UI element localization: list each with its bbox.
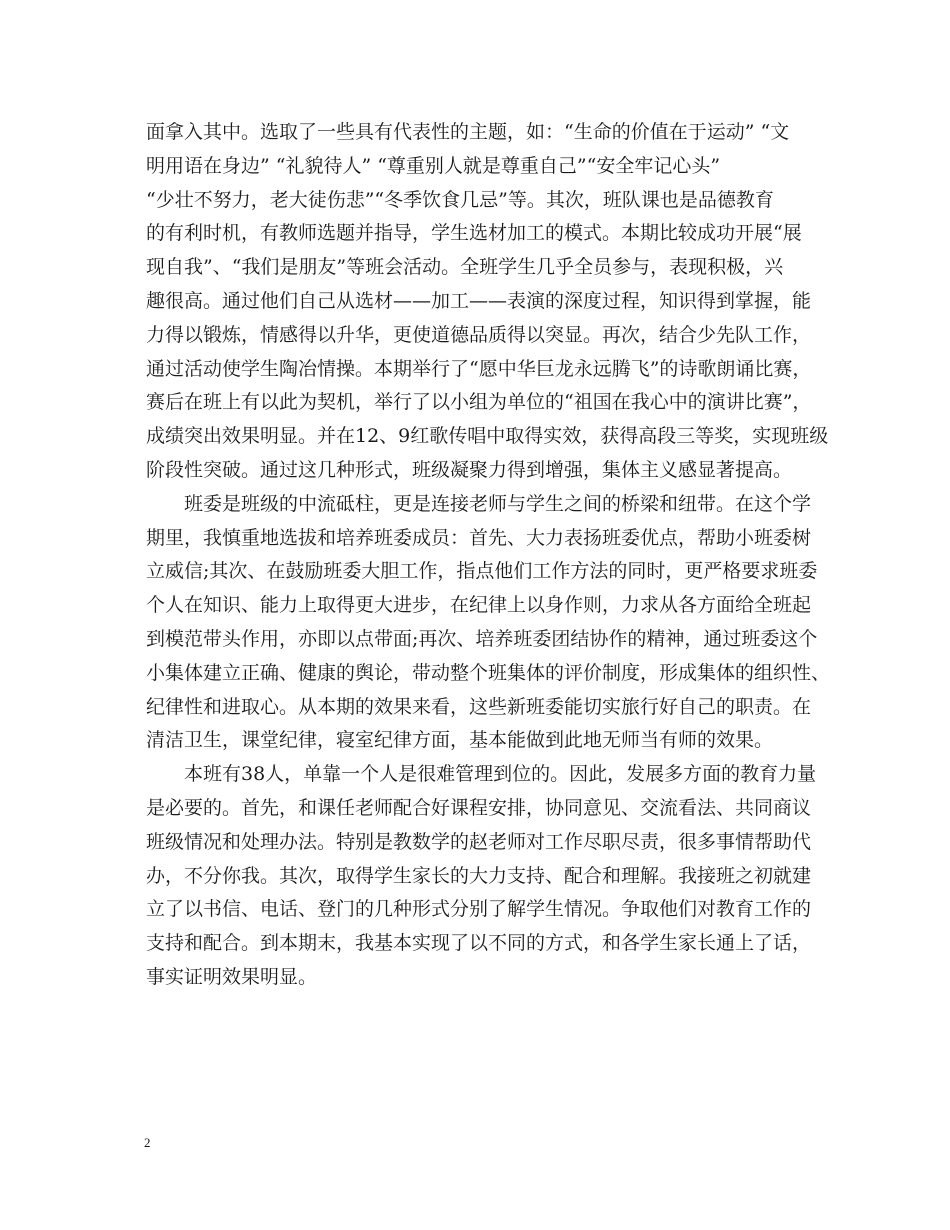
text-line: 明用语在身边” “礼貌待人” “尊重别人就是尊重自己”“安全牢记心头”: [146, 154, 721, 177]
text-line: 纪律性和进取心。从本期的效果来看，这些新班委能切实旅行好自己的职责。在: [146, 695, 812, 718]
text-line: 立了以书信、电话、登门的几种形式分别了解学生情况。争取他们对教育工作的: [146, 898, 812, 921]
text-line: “少壮不努力，老大徒伤悲”“冬季饮食几忌”等。其次，班队课也是品德教育: [146, 188, 774, 211]
text-line: 力得以锻炼，情感得以升华，更使道德品质得以突显。再次，结合少先队工作，: [146, 323, 812, 346]
text-line: 小集体建立正确、健康的舆论，带动整个班集体的评价制度，形成集体的组织性、: [146, 661, 831, 684]
text-line: 面拿入其中。选取了一些具有代表性的主题，如：“生命的价值在于运动” “文: [146, 121, 790, 143]
paragraph: [146, 116, 829, 488]
text-line: 事实证明效果明显。: [146, 965, 318, 988]
page-number: 2: [144, 1135, 151, 1150]
text-line: 到模范带头作用，亦即以点带面;再次、培养班委团结协作的精神，通过班委这个: [146, 627, 818, 650]
text-line: 通过活动使学生陶冶情操。本期举行了“愿中华巨龙永远腾飞”的诗歌朗诵比赛，: [146, 357, 812, 380]
text-line: 班级情况和处理办法。特别是教数学的赵老师对工作尽职尽责，很多事情帮助代: [146, 830, 812, 853]
text-line: 阶段性突破。通过这几种形式，班级凝聚力得到增强，集体主义感显著提高。: [146, 458, 793, 481]
text-line: 趣很高。通过他们自己从选材——加工——表演的深度过程，知识得到掌握，能: [146, 289, 812, 312]
text-line: 的有利时机，有教师选题并指导，学生选材加工的模式。本期比较成功开展“展: [146, 222, 802, 245]
text-line: 现自我”、“我们是朋友”等班会活动。全班学生几乎全员参与，表现积极，兴: [146, 256, 784, 279]
text-line: 个人在知识、能力上取得更大进步，在纪律上以身作则，力求从各方面给全班起: [146, 594, 812, 617]
paragraph: [146, 758, 817, 995]
text-line: 办，不分你我。其次，取得学生家长的大力支持、配合和理解。我接班之初就建: [146, 864, 812, 887]
paragraph: [146, 488, 831, 758]
text-line: 期里，我慎重地选拔和培养班委成员：首先、大力表扬班委优点，帮助小班委树: [146, 526, 812, 549]
text-line: 是必要的。首先，和课任老师配合好课程安排，协同意见、交流看法、共同商议: [146, 796, 812, 819]
text-line: 班委是班级的中流砥柱，更是连接老师与学生之间的桥梁和纽带。在这个学: [184, 492, 812, 515]
text-line: 成绩突出效果明显。并在12、9红歌传唱中取得实效，获得高段三等奖，实现班级: [146, 425, 829, 448]
text-line: 清洁卫生，课堂纪律，寝室纪律方面，基本能做到此地无师当有师的效果。: [146, 729, 774, 752]
document-body: [146, 116, 831, 995]
text-line: 赛后在班上有以此为契机，举行了以小组为单位的“祖国在我心中的演讲比赛”，: [146, 391, 812, 414]
text-line: 立威信;其次、在鼓励班委大胆工作，指点他们工作方法的同时，更严格要求班委: [146, 560, 818, 583]
text-line: 本班有38人，单靠一个人是很难管理到位的。因此，发展多方面的教育力量: [184, 763, 817, 786]
text-line: 支持和配合。到本期末，我基本实现了以不同的方式，和各学生家长通上了话，: [146, 932, 812, 955]
